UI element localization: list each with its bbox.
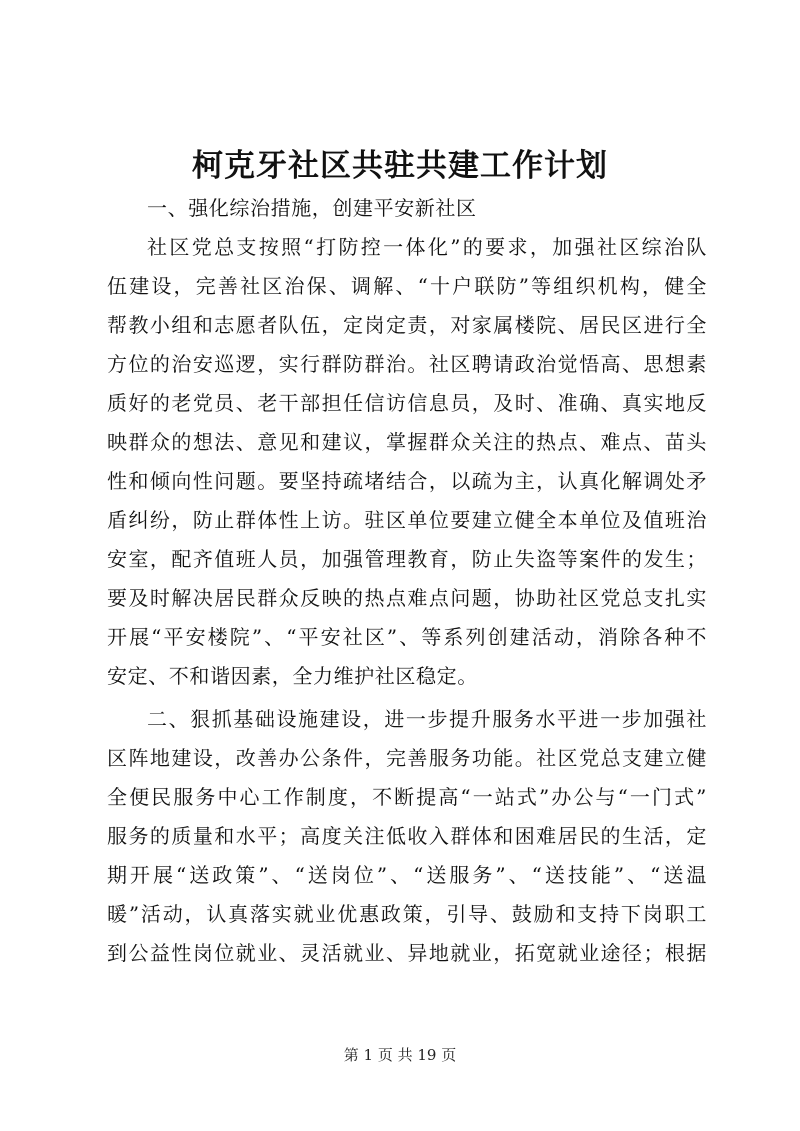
paragraph-line: 帮教小组和志愿者队伍，定岗定责，对家属楼院、居民区进行全 bbox=[107, 313, 707, 337]
paragraph-line: 质好的老党员、老干部担任信访信息员，及时、准确、真实地反 bbox=[107, 391, 707, 415]
paragraph-line: 开展“平安楼院”、“平安社区”、等系列创建活动，消除各种不 bbox=[107, 625, 707, 649]
paragraph-line: 服务的质量和水平；高度关注低收入群体和困难居民的生活，定 bbox=[107, 824, 707, 848]
paragraph-line: 伍建设，完善社区治保、调解、“十户联防”等组织机构，健全 bbox=[107, 274, 707, 298]
paragraph-line: 安室，配齐值班人员，加强管理教育，防止失盗等案件的发生； bbox=[107, 547, 707, 571]
section-heading-2: 二、狠抓基础设施建设，进一步提升服务水平进一步加强社 bbox=[147, 707, 707, 731]
paragraph-line: 到公益性岗位就业、灵活就业、异地就业，拓宽就业途径；根据 bbox=[107, 941, 707, 965]
paragraph-line: 安定、不和谐因素，全力维护社区稳定。 bbox=[107, 664, 478, 688]
paragraph-line: 方位的治安巡逻，实行群防群治。社区聘请政治觉悟高、思想素 bbox=[107, 352, 707, 376]
paragraph-line: 期开展“送政策”、“送岗位”、“送服务”、“送技能”、“送温 bbox=[107, 863, 707, 887]
paragraph-line: 社区党总支按照“打防控一体化”的要求，加强社区综治队 bbox=[147, 235, 707, 259]
document-body bbox=[107, 189, 707, 973]
paragraph-line: 映群众的想法、意见和建议，掌握群众关注的热点、难点、苗头 bbox=[107, 430, 707, 454]
section-heading-1: 一、强化综治措施，创建平安新社区 bbox=[147, 196, 477, 220]
page-number-footer: 第 1 页 共 19 页 bbox=[343, 1046, 457, 1064]
paragraph-line: 暖”活动，认真落实就业优惠政策，引导、鼓励和支持下岗职工 bbox=[107, 902, 707, 926]
paragraph-line: 要及时解决居民群众反映的热点难点问题，协助社区党总支扎实 bbox=[107, 586, 707, 610]
document-title: 柯克牙社区共驻共建工作计划 bbox=[192, 148, 608, 184]
paragraph-line: 盾纠纷，防止群体性上访。驻区单位要建立健全本单位及值班治 bbox=[107, 508, 707, 532]
paragraph-line: 全便民服务中心工作制度，不断提高“一站式”办公与“一门式” bbox=[107, 785, 707, 809]
paragraph-line: 性和倾向性问题。要坚持疏堵结合，以疏为主，认真化解调处矛 bbox=[107, 469, 707, 493]
paragraph-line: 区阵地建设，改善办公条件，完善服务功能。社区党总支建立健 bbox=[107, 746, 707, 770]
